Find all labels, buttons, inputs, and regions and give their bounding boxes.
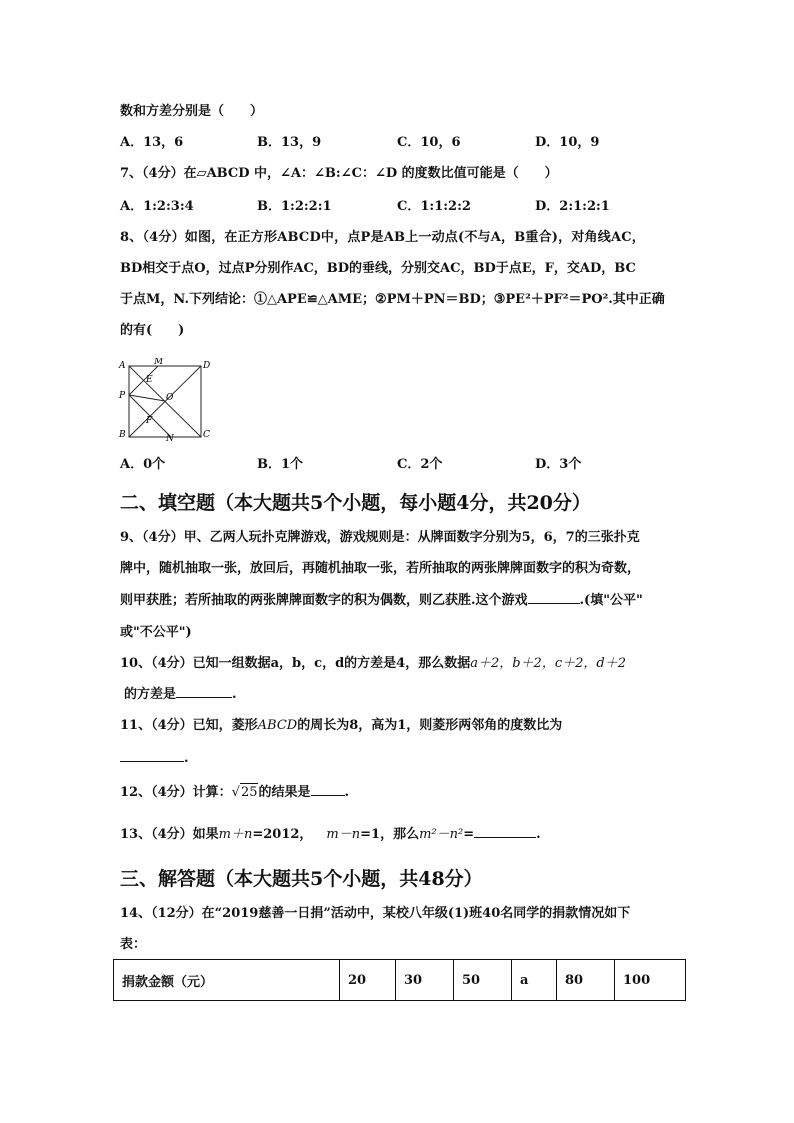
- label-d: D: [203, 361, 211, 371]
- q7-stem: [120, 165, 558, 183]
- table-cell: 50: [454, 960, 512, 1001]
- q12-suffix: 的结果是: [258, 785, 311, 800]
- q10-line-1: [120, 655, 626, 673]
- q13-expr-1: m＋n: [218, 827, 253, 842]
- q14-line-1: 14、（12分）在“2019慈善一日捐”活动中，某校八年级(1)班40名同学的捐款情况如下: [120, 906, 631, 921]
- q11-text-a: 11、（4分）已知，菱形: [120, 718, 258, 733]
- q13-end: .: [536, 827, 541, 842]
- label-a: A: [119, 361, 126, 371]
- q10-line-2: [124, 686, 237, 704]
- q11-shape: ABCD: [257, 718, 298, 733]
- q11-end: .: [184, 751, 189, 766]
- parallelogram-symbol: ▱: [196, 166, 207, 181]
- label-m: M: [154, 358, 164, 367]
- table-cell: 100: [615, 960, 686, 1001]
- section-2-heading: 二、填空题（本大题共5个小题，每小题4分，共20分）: [120, 492, 591, 514]
- q13-mid-2: =1，那么: [360, 827, 420, 842]
- table-row: [114, 960, 686, 1001]
- q12-end: .: [344, 785, 350, 800]
- table-cell: 20: [340, 960, 396, 1001]
- section-3-heading: 三、解答题（本大题共5个小题，共48分）: [120, 868, 483, 890]
- q7-prefix: 7、（4分）在: [120, 166, 197, 181]
- q8-option-a: A．0个: [120, 457, 166, 472]
- q9-line-3-hint: .(填"公平": [579, 593, 643, 608]
- q8-option-c: C．2个: [397, 457, 443, 472]
- q11-answer-blank: [120, 761, 184, 762]
- q6-option-b: B．13，9: [257, 135, 322, 150]
- donation-table: [113, 959, 686, 1001]
- q9-line-4: 或"不公平"): [120, 625, 192, 640]
- label-c: C: [203, 430, 210, 440]
- q6-option-d: D．10，9: [535, 135, 600, 150]
- label-n: N: [166, 434, 174, 444]
- q7-option-d: D．2:1:2:1: [535, 199, 610, 214]
- label-b: B: [119, 430, 126, 440]
- q9-line-1: 9、（4分）甲、乙两人玩扑克牌游戏，游戏规则是：从牌面数字分别为5，6，7的三张扑克: [120, 530, 640, 545]
- q9-line-2: 牌中，随机抽取一张，放回后，再随机抽取一张，若所抽取的两张牌牌面数字的积为奇数，: [120, 561, 641, 576]
- q13-expr-2: m－n: [326, 827, 361, 842]
- q13-equals: =: [463, 827, 475, 842]
- q8-line-4: 的有( ): [120, 323, 185, 338]
- q11-text-b: 的周长为8，高为1，则菱形两邻角的度数比为: [297, 718, 563, 733]
- q12-prefix: 12、（4分）计算：: [120, 785, 232, 800]
- sqrt-sign: √: [231, 785, 240, 800]
- label-e: E: [146, 375, 153, 385]
- q10-answer-blank: [176, 697, 232, 698]
- q9-answer-blank: [528, 603, 580, 604]
- q13-expr-3: m²－n²: [419, 827, 464, 842]
- q8-option-d: D．3个: [535, 457, 582, 472]
- q13-line: [120, 826, 541, 844]
- q8-option-b: B．1个: [257, 457, 304, 472]
- q13-answer-blank: [474, 837, 536, 838]
- q11-line-1: [120, 717, 562, 735]
- q13-mid-1: =2012，: [252, 827, 313, 842]
- q6-option-a: A．13，6: [120, 135, 184, 150]
- q11-line-2: [120, 750, 189, 768]
- q6-option-c: C．10，6: [397, 135, 461, 150]
- table-cell: 30: [396, 960, 454, 1001]
- label-p: P: [119, 391, 126, 401]
- q13-prefix: 13、（4分）如果: [120, 827, 219, 842]
- q7-option-c: C．1:1:2:2: [397, 199, 471, 214]
- label-o: O: [166, 393, 174, 403]
- label-f: F: [146, 416, 153, 426]
- q12-radicand: 25: [240, 785, 258, 800]
- q12-line: [120, 783, 349, 802]
- square-abcd-figure: [116, 358, 216, 446]
- q8-line-2: BD相交于点O，过点P分别作AC，BD的垂线，分别交AC，BD于点E，F，交AD，BC: [120, 261, 636, 276]
- q8-line-1: 8、（4分）如图，在正方形ABCD中，点P是AB上一动点(不与A，B重合)，对角线AC，: [120, 230, 645, 245]
- q10-end: .: [232, 687, 237, 702]
- q7-text: ABCD 中，∠A：∠B:∠C：∠D 的度数比值可能是（ ）: [206, 166, 558, 181]
- table-header-cell: 捐款金额（元）: [114, 960, 340, 1001]
- q7-option-b: B．1:2:2:1: [257, 199, 332, 214]
- q12-answer-blank: [311, 795, 345, 796]
- q10-expression: a＋2，b＋2，c＋2，d＋2: [470, 656, 626, 671]
- q7-option-a: A．1:2:3:4: [120, 199, 194, 214]
- q10-text: 10、（4分）已知一组数据a，b，c，d的方差是4，那么数据: [120, 656, 471, 671]
- q8-line-3: 于点M，N.下列结论：①△APE≌△AME；②PM＋PN＝BD；③PE²＋PF²＝PO².其中正确: [120, 292, 665, 307]
- table-cell: a: [512, 960, 557, 1001]
- q9-line-3-text: 则甲获胜；若所抽取的两张牌牌面数字的积为偶数，则乙获胜.这个游戏: [120, 593, 528, 608]
- table-cell: 80: [557, 960, 615, 1001]
- q9-line-3: [120, 592, 643, 610]
- q6-tail: 数和方差分别是（ ）: [120, 104, 264, 119]
- q14-line-2: 表：: [120, 937, 147, 952]
- q10-line-2-text: 的方差是: [124, 687, 177, 702]
